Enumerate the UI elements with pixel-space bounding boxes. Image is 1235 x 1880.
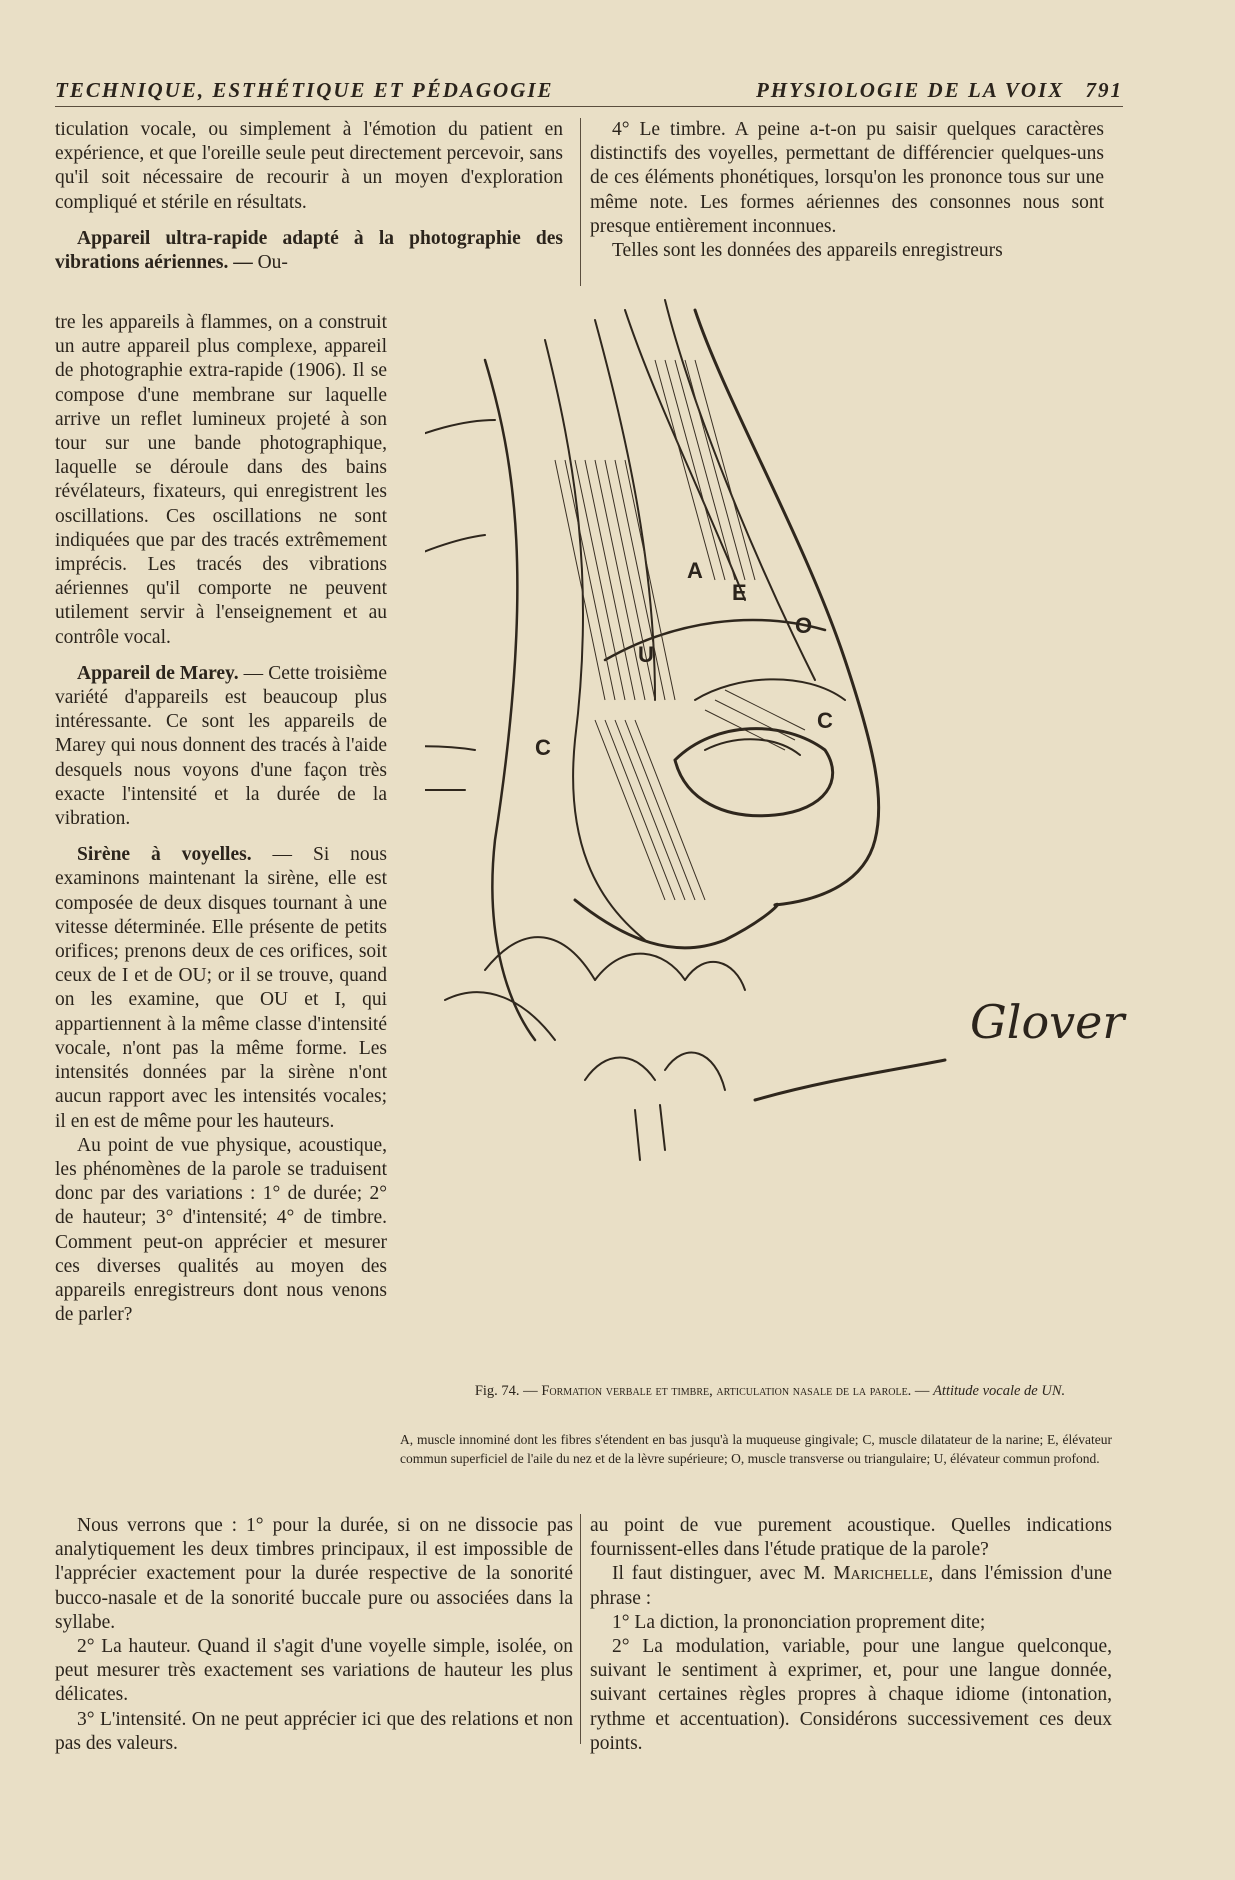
right-column-top [590,118,1104,263]
page-number: 791 [1085,78,1123,102]
list-item-diction: 1° La diction, la prononciation proprement dite; [612,1611,986,1633]
figure-label-c-nostril: C [817,708,833,733]
paragraph-acoustique: Au point de vue physique, acoustique, les phénomènes de la parole se traduisent donc par des variations : 1° de durée; 2° de hauteur; 3° d'intensité; 4° de timbre. Comment peut-on apprécier et mesurer ces diverses qualités au moyen des appareils enregistreurs dont nous venons de parler? [55,1134,387,1326]
paragraph-marichelle: Il faut distinguer, avec M. Marichelle, dans l'émission d'une phrase : [590,1563,1112,1609]
left-column-top [55,118,563,275]
header-right-title [756,78,1123,103]
figure-label-e: E [732,580,747,605]
left-column-narrow [55,311,387,1327]
paragraph-timbre: 4° Le timbre. A peine a-t-on pu saisir quelques caractères distinctifs des voyelles, permettant de différencier quelques-uns de ces éléments phonétiques, lorsqu'on les prononce tous sur une même note. Les formes aériennes des consonnes nous sont presque entièrement inconnues. [590,119,1104,237]
right-column-bottom [590,1514,1112,1756]
figure-label-o: O [795,613,813,638]
figure-caption: Fig. 74. — Formation verbale et timbre, articulation nasale de la parole. — Attitude vocale de UN. [474,1383,1066,1399]
figure-label-a: A [687,558,703,583]
running-header [55,78,1123,107]
header-section-title: PHYSIOLOGIE DE LA VOIX [755,78,1065,102]
list-item-modulation: 2° La modulation, variable, pour une langue quelconque, suivant le sentiment à exprimer, et, pour une langue donnée, suivant certaines règles propres à chaque idiome (intonation, rythme et accentuation). Considérons successivement ces deux points. [590,1636,1112,1754]
column-divider-bottom [580,1514,581,1744]
anatomical-figure [425,280,1125,1390]
paragraph-photographie: tre les appareils à flammes, on a construit un autre appareil plus complexe, appareil de photographie extra-rapide (1906). Il se compose d'une membrane sur laquelle arrive un reflet lumineux projeté à son tour sur une bande photographique, laquelle se déroule dans des bains révélateurs, fixateurs, qui enregistrent les oscillations. Ces oscillations ne sont indiquées que par des tracés extrêmement imprécis. Les tracés des vibrations aériennes qu'il comporte ne peuvent utilement servir à l'enseignement et au contrôle vocal. [55,312,387,648]
figure-label-u: U [638,642,654,667]
header-left-title: TECHNIQUE, ESTHÉTIQUE ET PÉDAGOGIE [55,78,554,102]
left-column-bottom [55,1514,573,1756]
paragraph: au point de vue purement acoustique. Quelles indications fournissent-elles dans l'étude pratique de la parole? [590,1515,1112,1561]
paragraph-intensite: 3° L'intensité. On ne peut apprécier ici que des relations et non pas des valeurs. [55,1708,573,1754]
figure-label-c-lip: C [535,735,551,760]
paragraph-hauteur: 2° La hauteur. Quand il s'agit d'une voyelle simple, isolée, on peut mesurer très exactement ses variations de hauteur les plus délicates. [55,1636,573,1706]
paragraph: Telles sont les données des appareils enregistreurs [612,240,1003,262]
column-divider-top [580,118,581,286]
section-sirene: Sirène à voyelles. — Si nous examinons maintenant la sirène, elle est composée de deux disques tournant à une vitesse déterminée. Elle présente de petits orifices; prenons deux de ces orifices, soit ceux de I et de OU; or il se trouve, quand on les examine, que OU et I, qui appartiennent à la même classe d'intensité vocale, n'ont pas la même forme. Les intensités données par la sirène n'ont aucun rapport avec les intensités vocales; il en est de même pour les hauteurs. [55,844,388,1132]
paragraph: ticulation vocale, ou simplement à l'émotion du patient en expérience, et que l'oreille seule peut directement percevoir, sans qu'il soit nécessaire de recourir à un moyen d'exploration compliqué et stérile en résultats. [55,119,563,213]
figure-legend: A, muscle innominé dont les fibres s'étendent en bas jusqu'à la muqueuse gingivale; C, muscle dilatateur de la narine; E, élévateur commun superficiel de l'aile du nez et de la lèvre supérieure; O, muscle transverse ou triangulaire; U, élévateur commun profond. [400,1432,1112,1466]
section-marey: Appareil de Marey. — Cette troisième variété d'appareils est beaucoup plus intéressante. Ce sont les appareils de Marey qui nous donnent des tracés à l'aide desquels nous voyons d'une façon très exacte l'intensité et la durée de la vibration. [55,662,388,830]
paragraph-duree: Nous verrons que : 1° pour la durée, si on ne dissocie pas analytiquement les deux timbres principaux, il est impossible de l'apprécier exactement pour la durée respective de la sonorité bucco-nasale et de la sonorité buccale pure ou associées dans la syllabe. [55,1515,573,1633]
artist-signature: Glover [970,995,1125,1049]
section-heading-photographie: Appareil ultra-rapide adapté à la photographie des vibrations aériennes. — Ou- [55,227,563,274]
nose-muscle-illustration [425,280,1115,1390]
